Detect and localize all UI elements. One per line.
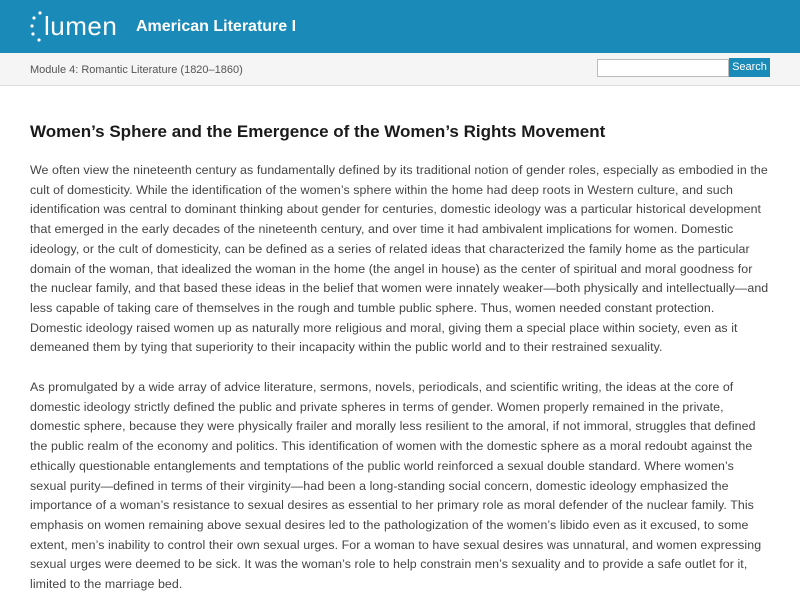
breadcrumb[interactable]: Module 4: Romantic Literature (1820–1860) [30, 64, 243, 76]
main-content [30, 85, 770, 595]
lumen-logo-icon [30, 8, 44, 46]
course-title[interactable]: American Literature I [136, 18, 297, 35]
page-title: Women’s Sphere and the Emergence of the Women’s Rights Movement [30, 122, 606, 141]
top-navigation-bar [0, 0, 800, 53]
search-button[interactable]: Search [729, 58, 770, 77]
body-paragraph: As promulgated by a wide array of advice literature, sermons, novels, periodicals, and scientific writing, the ideas at the core of domestic ideology strictly defined the public and private spheres in terms of gender. Women properly remained in the private, domestic sphere, because they were physically frailer and morally less resilient to the amoral, if not immoral, struggles that defined the public realm of the economy and politics. This identification of women with the domestic sphere as a moral redoubt against the ethically questionable entanglements and temptations of the public world reinforced a sexual double standard. Where women’s sexual purity—defined in terms of their virginity—had been a long-standing social concern, domestic ideology emphasized the importance of a woman’s resistance to sexual desires as essential to her primary role as moral defender of the nuclear family. This emphasis on women remaining above sexual desires led to the pathologization of the women’s libido even as it excused, to some extent, men’s inability to control their own sexual urges. For a woman to have sexual desires was unnatural, and women expressing sexual urges were deemed to be sick. It was the woman’s role to help constrain men’s sexuality and to provide a safe outlet for it, limited to the marriage bed. [30, 380, 762, 592]
lumen-logo[interactable] [30, 8, 118, 46]
module-bar [0, 53, 800, 86]
body-paragraph: We often view the nineteenth century as fundamentally defined by its traditional notion of gender roles, especially as embodied in the cult of domesticity. While the identification of the women’s sphere within the home had deep roots in Western culture, and such identification was central to dominant thinking about gender for centuries, domestic ideology was a particular historical development that emerged in the early decades of the nineteenth century, and over time it had ambivalent implications for women. Domestic ideology, or the cult of domesticity, can be defined as a series of related ideas that characterized the family home as the particular domain of the woman, that idealized the woman in the home (the angel in house) as the center of spiritual and moral goodness for the nuclear family, and that based these ideas in the belief that women were innately weaker—both physically and intellectually—and less capable of taking care of themselves in the rough and tumble public sphere. Thus, women needed constant protection. Domestic ideology raised women up as naturally more religious and moral, giving them a special place within society, even as it demeaned them by tying that superiority to their incapacity within the public world and to their restrained sexuality. [30, 163, 769, 355]
search-input[interactable] [597, 59, 729, 77]
logo-text: lumen [44, 11, 118, 41]
